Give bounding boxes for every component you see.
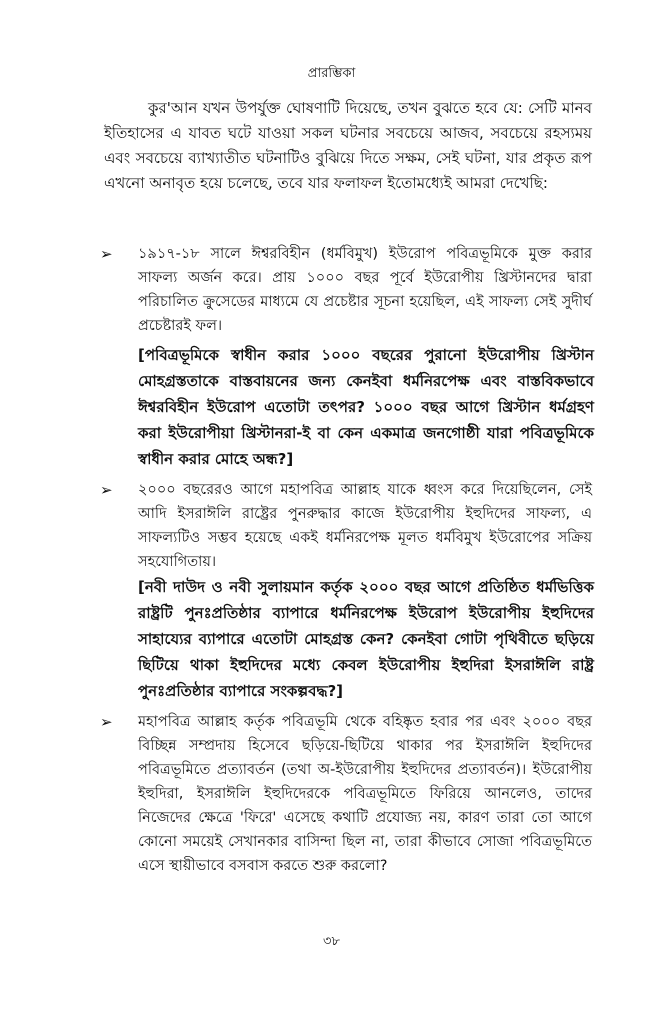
- arrow-bullet-icon: ➢: [100, 481, 113, 499]
- bracketed-note-1: [পবিত্রভূমিকে স্বাধীন করার ১০০০ বছরের পুরানো ইউরোপীয় খ্রিস্টান মোহগ্রস্ততাকে বাস্তবায়নের জন্য কেনইবা ধর্মনিরপেক্ষ এবং বাস্তবিকভাবে ঈশ্বরবিহীন ইউরোপ এতোটা তৎপর? ১০০০ বছর আগে খ্রিস্টান ধর্মগ্রহণ করা ইউরোপীয়া খ্রিস্টানরা-ই বা কেন একমাত্র জনগোষ্ঠী যারা পবিত্রভূমিকে স্বাধীন করার মোহে অন্ধ?]: [138, 346, 594, 468]
- bullet-text: ২০০০ বছরেরও আগে মহাপবিত্র আল্লাহ যাকে ধ্বংস করে দিয়েছিলেন, সেই আদি ইসরাঈলি রাষ্ট্রের পুনরুদ্ধার কাজে ইউরোপীয় ইহুদিদের সাফল্য, এ সাফল্যটিও সম্ভব হয়েছে একই ধর্মনিরপেক্ষ মূলত ধর্মবিমুখ ইউরোপের সক্রিয় সহযোগিতায়।: [138, 482, 592, 570]
- bullet-item-2: [100, 478, 592, 574]
- bracketed-note-2: [নবী দাউদ ও নবী সুলায়মান কর্তৃক ২০০০ বছর আগে প্রতিষ্ঠিত ধর্মভিত্তিক রাষ্ট্রটি পুনঃপ্রতিষ্ঠার ব্যাপারে ধর্মনিরপেক্ষ ইউরোপ ইউরোপীয় ইহুদিদের সাহায্যের ব্যাপারে এতোটা মোহগ্রস্ত কেন? কেনইবা গোটা পৃথিবীতে ছড়িয়ে ছিটিয়ে থাকা ইহুদিদের মধ্যে কেবল ইউরোপীয় ইহুদিরা ইসরাঈলি রাষ্ট্র পুনঃপ্রতিষ্ঠার ব্যাপারে সংকল্পবদ্ধ?]: [138, 578, 594, 700]
- arrow-bullet-icon: ➢: [100, 245, 113, 263]
- bullet-text: ১৯১৭-১৮ সালে ঈশ্বরবিহীন (ধর্মবিমুখ) ইউরোপ পবিত্রভূমিকে মুক্ত করার সাফল্য অর্জন করে। প্রায় ১০০০ বছর পূর্বে ইউরোপীয় খ্রিস্টানদের দ্বারা পরিচালিত ক্রুসেডের মাধ্যমে যে প্রচেষ্টার সূচনা হয়েছিল, এই সাফল্য সেই সুদীর্ঘ প্রচেষ্টারই ফল।: [138, 246, 592, 334]
- running-header: প্রারম্ভিকা: [307, 66, 356, 81]
- bullet-item-3: [100, 710, 592, 878]
- bullet-item-1: [100, 242, 592, 338]
- arrow-bullet-icon: ➢: [100, 713, 113, 731]
- intro-paragraph: কুর'আন যখন উপর্যুক্ত ঘোষণাটি দিয়েছে, তখন বুঝতে হবে যে: সেটি মানব ইতিহাসের এ যাবত ঘটে যাওয়া সকল ঘটনার সবচেয়ে আজব, সবচেয়ে রহস্যময় এবং সবচেয়ে ব্যাখ্যাতীত ঘটনাটিও বুঝিয়ে দিতে সক্ষম, সেই ঘটনা, যার প্রকৃত রূপ এখনো অনাবৃত হয়ে চলেছে, তবে যার ফলাফল ইতোমধ্যেই আমরা দেখেছি:: [104, 99, 592, 192]
- bullet-text: মহাপবিত্র আল্লাহ কর্তৃক পবিত্রভূমি থেকে বহিষ্কৃত হবার পর এবং ২০০০ বছর বিচ্ছিন্ন সম্প্রদায় হিসেবে ছড়িয়ে-ছিটিয়ে থাকার পর ইসরাঈলি ইহুদিদের পবিত্রভূমিতে প্রত্যাবর্তন (তথা অ-ইউরোপীয় ইহুদিদের প্রত্যাবর্তন)। ইউরোপীয় ইহুদিরা, ইসরাঈলি ইহুদিদেরকে পবিত্রভূমিতে ফিরিয়ে আনলেও, তাদের নিজেদের ক্ষেত্রে 'ফিরে' এসেছে কথাটি প্রযোজ্য নয়, কারণ তারা তো আগে কোনো সময়েই সেখানকার বাসিন্দা ছিল না, তারা কীভাবে সোজা পবিত্রভূমিতে এসে স্থায়ীভাবে বসবাস করতে শুরু করলো?: [138, 714, 592, 874]
- page-number: ৩৮: [323, 934, 340, 949]
